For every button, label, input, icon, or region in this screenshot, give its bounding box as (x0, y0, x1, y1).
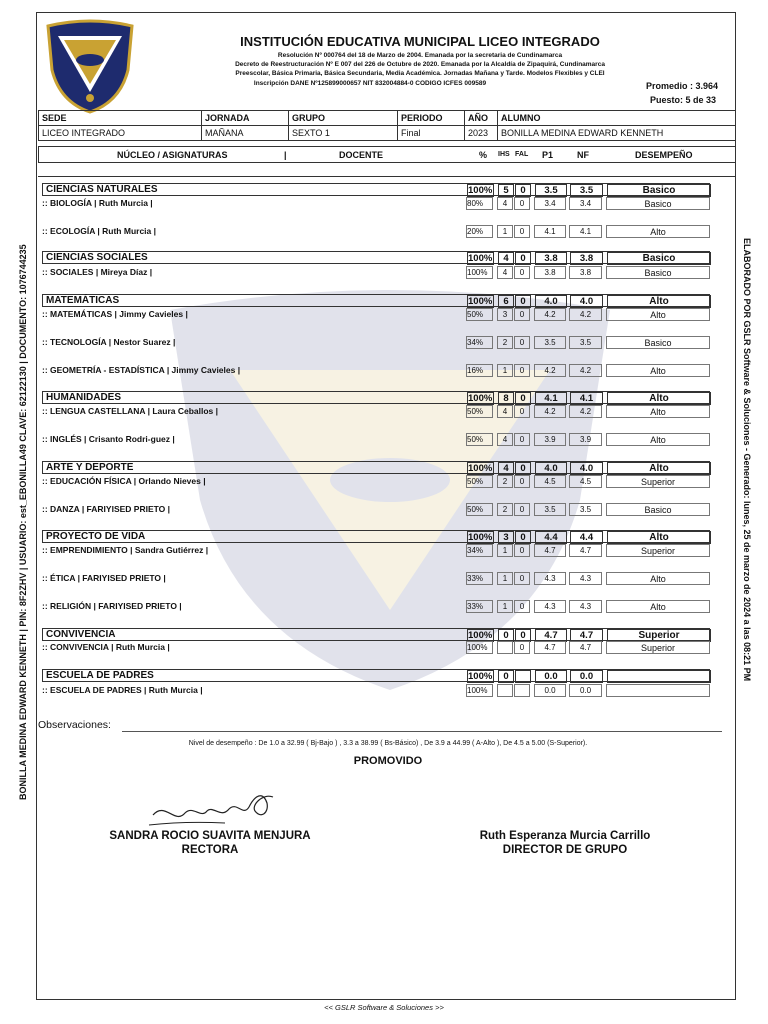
value-periodo: Final (398, 126, 465, 141)
cell-desempeno: Basico (606, 336, 710, 349)
core-row-escuela-de-padres (42, 669, 710, 682)
cell-desempeno: Alto (606, 405, 710, 418)
cell-pct: 100% (468, 296, 493, 307)
cell-nf: 4.0 (570, 462, 603, 475)
subject-name: :: DANZA | FARIYISED PRIETO | (42, 504, 171, 514)
cell-p1: 3.5 (534, 503, 566, 516)
cell-pct: 100% (466, 684, 493, 697)
subject-name: :: LENGUA CASTELLANA | Laura Ceballos | (42, 406, 219, 416)
cell-ihs: 8 (498, 392, 514, 405)
cell-p1: 0.0 (534, 684, 566, 697)
cell-desempeno: Basico (607, 252, 711, 265)
observaciones-line (122, 731, 722, 732)
cell-fal: 0 (514, 225, 530, 238)
label-alumno: ALUMNO (498, 111, 736, 126)
cell-fal: 0 (514, 475, 530, 488)
cell-p1: 4.2 (534, 405, 566, 418)
cell-ihs: 3 (497, 308, 513, 321)
subject-row-convivencia-0 (42, 641, 710, 654)
subject-row-arte-y-deporte-1 (42, 503, 710, 516)
cell-ihs (497, 684, 513, 697)
cell-p1: 3.8 (534, 266, 566, 279)
cell-fal: 0 (514, 405, 530, 418)
cell-p1: 4.1 (534, 225, 566, 238)
cell-nf: 0.0 (569, 684, 602, 697)
promedio: Promedio : 3.964 (645, 81, 718, 91)
cell-fal: 0 (514, 197, 530, 210)
cell-fal: 0 (515, 629, 531, 642)
cell-nf: 3.8 (570, 252, 603, 265)
info-values-row (39, 126, 736, 141)
cell-nf: 0.0 (570, 670, 603, 683)
core-name: CONVIVENCIA (46, 629, 116, 640)
col-fal: FAL (515, 151, 529, 158)
cell-pct: 100% (468, 630, 493, 641)
label-sede: SEDE (39, 111, 202, 126)
cell-pct: 34% (466, 544, 493, 557)
core-row-convivencia (42, 628, 710, 641)
cell-desempeno: Superior (606, 544, 710, 557)
subject-name: :: BIOLOGÍA | Ruth Murcia | (42, 198, 153, 208)
info-labels-row (39, 111, 736, 126)
cell-ihs: 5 (498, 184, 514, 197)
core-row-arte-y-deporte (42, 461, 710, 474)
subject-row-humanidades-1 (42, 433, 710, 446)
header-resolution: Resolución Nº 000764 del 18 de Marzo de 2004. Emanada por la secretaria de Cundinamarca (277, 52, 563, 59)
cell-desempeno: Basico (606, 197, 710, 210)
director-role: DIRECTOR DE GRUPO (502, 844, 628, 856)
cell-fal: 0 (514, 572, 530, 585)
cell-p1: 3.9 (534, 433, 566, 446)
cell-fal: 0 (515, 462, 531, 475)
director-name: Ruth Esperanza Murcia Carrillo (479, 830, 651, 842)
cell-pct: 20% (466, 225, 493, 238)
subject-name: :: ÉTICA | FARIYISED PRIETO | (42, 573, 166, 583)
cell-pct: 100% (468, 393, 493, 404)
cell-desempeno: Superior (606, 475, 710, 488)
cell-p1: 4.0 (535, 462, 567, 475)
cell-nf: 3.5 (569, 336, 602, 349)
core-row-humanidades (42, 391, 710, 404)
cell-nf: 4.7 (569, 641, 602, 654)
cell-pct: 100% (466, 266, 493, 279)
cell-p1: 4.0 (535, 295, 567, 308)
cell-nf: 4.7 (570, 629, 603, 642)
core-name: HUMANIDADES (46, 392, 121, 403)
cell-p1: 4.5 (534, 475, 566, 488)
col-docente: DOCENTE (339, 150, 384, 160)
observaciones-label: Observaciones: (38, 719, 111, 731)
cell-desempeno: Basico (607, 184, 711, 197)
cell-pct: 50% (466, 308, 493, 321)
cell-desempeno: Alto (606, 600, 710, 613)
cell-ihs: 1 (497, 364, 513, 377)
rector-signature (145, 785, 280, 833)
cell-p1: 4.7 (534, 641, 566, 654)
cell-p1: 3.5 (535, 184, 567, 197)
cell-desempeno: Alto (606, 364, 710, 377)
cell-p1: 4.1 (535, 392, 567, 405)
cell-fal: 0 (514, 503, 530, 516)
subject-row-proyecto-de-vida-0 (42, 544, 710, 557)
cell-desempeno: Superior (607, 629, 711, 642)
header-decree: Decreto de Reestructuración Nº E 007 del 226 de Octubre de 2020. Emanada por la Alcaldía de Zipaquirá, Cundinamarca (235, 61, 605, 68)
core-name: MATEMÁTICAS (46, 295, 120, 306)
subject-name: :: EMPRENDIMIENTO | Sandra Gutiérrez | (42, 545, 209, 555)
cell-desempeno (607, 670, 711, 683)
core-name: CIENCIAS NATURALES (46, 184, 158, 195)
cell-pct: 50% (466, 433, 493, 446)
cell-pct: 100% (468, 463, 493, 474)
label-ano: AÑO (465, 111, 498, 126)
cell-pct: 34% (466, 336, 493, 349)
header-levels: Preescolar, Básica Primaria, Básica Secundaria, Media Académica. Jornadas Mañana y Tarde. Modelos Flexibles y CLEI (235, 70, 605, 77)
core-row-matem-ticas (42, 294, 710, 307)
cell-desempeno: Basico (606, 266, 710, 279)
col-nucleo: NÚCLEO / ASIGNATURAS (117, 150, 228, 160)
cell-ihs: 2 (497, 336, 513, 349)
cell-ihs: 6 (498, 295, 514, 308)
cell-nf: 3.5 (569, 503, 602, 516)
cell-ihs: 4 (497, 405, 513, 418)
cell-ihs: 4 (498, 252, 514, 265)
core-row-ciencias-sociales (42, 251, 710, 264)
cell-pct: 50% (466, 503, 493, 516)
cell-nf: 3.5 (570, 184, 603, 197)
header-dane: Inscripción DANE Nº125899000657 NIT 832004884-0 CODIGO ICFES 009589 (253, 80, 487, 87)
subject-name: :: TECNOLOGÍA | Nestor Suarez | (42, 337, 176, 347)
subject-name: :: INGLÉS | Crisanto Rodri-guez | (42, 434, 175, 444)
cell-pct: 100% (468, 671, 493, 682)
cell-ihs: 0 (498, 629, 514, 642)
cell-fal: 0 (514, 641, 530, 654)
institution-title: INSTITUCIÓN EDUCATIVA MUNICIPAL LICEO INTEGRADO (240, 34, 600, 49)
cell-nf: 4.3 (569, 600, 602, 613)
subject-row-proyecto-de-vida-1 (42, 572, 710, 585)
col-nf: NF (577, 150, 589, 160)
cell-p1: 4.4 (535, 531, 567, 544)
value-grupo: SEXTO 1 (289, 126, 398, 141)
subject-name: :: ESCUELA DE PADRES | Ruth Murcia | (42, 685, 203, 695)
value-sede: LICEO INTEGRADO (39, 126, 202, 141)
cell-desempeno: Alto (606, 572, 710, 585)
rector-role: RECTORA (181, 844, 239, 856)
cell-pct: 50% (466, 405, 493, 418)
cell-p1: 0.0 (535, 670, 567, 683)
cell-fal: 0 (515, 295, 531, 308)
cell-fal: 0 (514, 544, 530, 557)
subject-row-matem-ticas-0 (42, 308, 710, 321)
cell-nf: 4.4 (570, 531, 603, 544)
col-p1: P1 (542, 150, 554, 160)
cell-fal (515, 670, 531, 683)
cell-p1: 4.7 (535, 629, 567, 642)
cell-fal: 0 (514, 433, 530, 446)
cell-desempeno: Alto (606, 225, 710, 238)
cell-p1: 4.3 (534, 600, 566, 613)
school-logo (44, 18, 136, 114)
cell-p1: 4.3 (534, 572, 566, 585)
cell-pct: 100% (468, 532, 493, 543)
cell-nf: 4.1 (569, 225, 602, 238)
subject-row-ciencias-naturales-1 (42, 225, 710, 238)
rector-signature-block (80, 829, 340, 857)
core-name: ARTE Y DEPORTE (46, 462, 134, 473)
core-row-proyecto-de-vida (42, 530, 710, 543)
cell-desempeno: Alto (606, 433, 710, 446)
cell-ihs: 1 (497, 572, 513, 585)
cell-ihs: 4 (497, 266, 513, 279)
cell-desempeno: Basico (606, 503, 710, 516)
cell-ihs: 4 (497, 197, 513, 210)
cell-desempeno: Alto (607, 295, 711, 308)
subject-row-matem-ticas-1 (42, 336, 710, 349)
puesto: Puesto: 5 de 33 (649, 95, 716, 105)
core-name: CIENCIAS SOCIALES (46, 252, 148, 263)
subject-name: :: CONVIVENCIA | Ruth Murcia | (42, 642, 170, 652)
cell-fal: 0 (515, 392, 531, 405)
grades-column-header (38, 146, 736, 163)
cell-pct: 100% (466, 641, 493, 654)
col-desempeno: DESEMPEÑO (635, 150, 693, 160)
cell-pct: 33% (466, 572, 493, 585)
subject-name: :: GEOMETRÍA - ESTADÍSTICA | Jimmy Cavieles | (42, 365, 241, 375)
cell-ihs: 1 (497, 600, 513, 613)
student-credentials-sidebar: BONILLA MEDINA EDWARD KENNETH | PIN: 8F2ZHV | USUARIO: est_EBONILLA49 CLAVE: 62122130 | DOCUMENTO: 1076744235 (18, 244, 28, 800)
cell-nf: 4.3 (569, 572, 602, 585)
cell-nf: 4.2 (569, 364, 602, 377)
cell-pct: 80% (466, 197, 493, 210)
cell-p1: 3.8 (535, 252, 567, 265)
cell-ihs: 2 (497, 475, 513, 488)
cell-pct: 16% (466, 364, 493, 377)
core-name: PROYECTO DE VIDA (46, 531, 146, 542)
cell-fal: 0 (514, 308, 530, 321)
resultado: PROMOVIDO (353, 755, 423, 767)
subject-name: :: EDUCACIÓN FÍSICA | Orlando Nieves | (42, 476, 206, 486)
cell-pct: 100% (468, 253, 493, 264)
subject-row-ciencias-sociales-0 (42, 266, 710, 279)
cell-desempeno: Alto (607, 531, 711, 544)
cell-desempeno: Alto (607, 392, 711, 405)
cell-nf: 4.0 (570, 295, 603, 308)
generated-by-sidebar: ELABORADO POR GSLR Software & Soluciones - Generado: lunes, 25 de marzo de 2024 a las 08:21 PM (742, 238, 752, 682)
cell-fal: 0 (514, 266, 530, 279)
cell-p1: 3.4 (534, 197, 566, 210)
student-info-table (38, 110, 736, 141)
cell-ihs (497, 641, 513, 654)
rector-name: SANDRA ROCIO SUAVITA MENJURA (109, 830, 311, 842)
cell-fal: 0 (515, 252, 531, 265)
col-pct: % (479, 150, 488, 160)
label-periodo: PERIODO (398, 111, 465, 126)
cell-ihs: 2 (497, 503, 513, 516)
cell-fal: 0 (514, 336, 530, 349)
cell-nf: 3.9 (569, 433, 602, 446)
value-alumno: BONILLA MEDINA EDWARD KENNETH (498, 126, 736, 141)
cell-nf: 4.7 (569, 544, 602, 557)
col-separator: | (284, 150, 287, 160)
cell-p1: 4.2 (534, 308, 566, 321)
footer-credit: << GSLR Software & Soluciones >> (324, 1003, 444, 1012)
cell-pct: 33% (466, 600, 493, 613)
cell-pct: 100% (468, 185, 493, 196)
subject-name: :: SOCIALES | Mireya Díaz | (42, 267, 153, 277)
subject-row-ciencias-naturales-0 (42, 197, 710, 210)
cell-desempeno: Superior (606, 641, 710, 654)
cell-pct: 50% (466, 475, 493, 488)
table-top-rule (38, 176, 736, 177)
cell-ihs: 3 (498, 531, 514, 544)
core-name: ESCUELA DE PADRES (46, 670, 154, 681)
cell-ihs: 4 (497, 433, 513, 446)
subject-row-matem-ticas-2 (42, 364, 710, 377)
cell-ihs: 1 (497, 225, 513, 238)
cell-nf: 3.8 (569, 266, 602, 279)
core-row-ciencias-naturales (42, 183, 710, 196)
cell-fal: 0 (515, 531, 531, 544)
subject-row-humanidades-0 (42, 405, 710, 418)
col-ihs: IHS (498, 151, 510, 158)
cell-desempeno: Alto (606, 308, 710, 321)
cell-ihs: 1 (497, 544, 513, 557)
cell-nf: 3.4 (569, 197, 602, 210)
nivel-desempeno: Nivel de desempeño : De 1.0 a 32.99 ( Bj-Bajo ) , 3.3 a 38.99 ( Bs-Básico) , De 3.9 a 44.99 ( A-Alto ), De 4.5 a 5.00 (S-Superior). (188, 740, 588, 747)
label-grupo: GRUPO (289, 111, 398, 126)
cell-fal: 0 (514, 600, 530, 613)
cell-p1: 3.5 (534, 336, 566, 349)
label-jornada: JORNADA (202, 111, 289, 126)
cell-fal: 0 (514, 364, 530, 377)
subject-name: :: MATEMÁTICAS | Jimmy Cavieles | (42, 309, 188, 319)
cell-nf: 4.5 (569, 475, 602, 488)
cell-desempeno (606, 684, 710, 697)
value-ano: 2023 (465, 126, 498, 141)
director-signature-block (430, 829, 700, 857)
cell-ihs: 4 (498, 462, 514, 475)
subject-name: :: RELIGIÓN | FARIYISED PRIETO | (42, 601, 182, 611)
subject-name: :: ECOLOGÍA | Ruth Murcia | (42, 226, 156, 236)
subject-row-arte-y-deporte-0 (42, 475, 710, 488)
cell-desempeno: Alto (607, 462, 711, 475)
cell-fal: 0 (515, 184, 531, 197)
subject-row-proyecto-de-vida-2 (42, 600, 710, 613)
subject-row-escuela-de-padres-0 (42, 684, 710, 697)
cell-fal (514, 684, 530, 697)
cell-nf: 4.2 (569, 405, 602, 418)
cell-nf: 4.1 (570, 392, 603, 405)
cell-nf: 4.2 (569, 308, 602, 321)
cell-ihs: 0 (498, 670, 514, 683)
cell-p1: 4.7 (534, 544, 566, 557)
cell-p1: 4.2 (534, 364, 566, 377)
value-jornada: MAÑANA (202, 126, 289, 141)
